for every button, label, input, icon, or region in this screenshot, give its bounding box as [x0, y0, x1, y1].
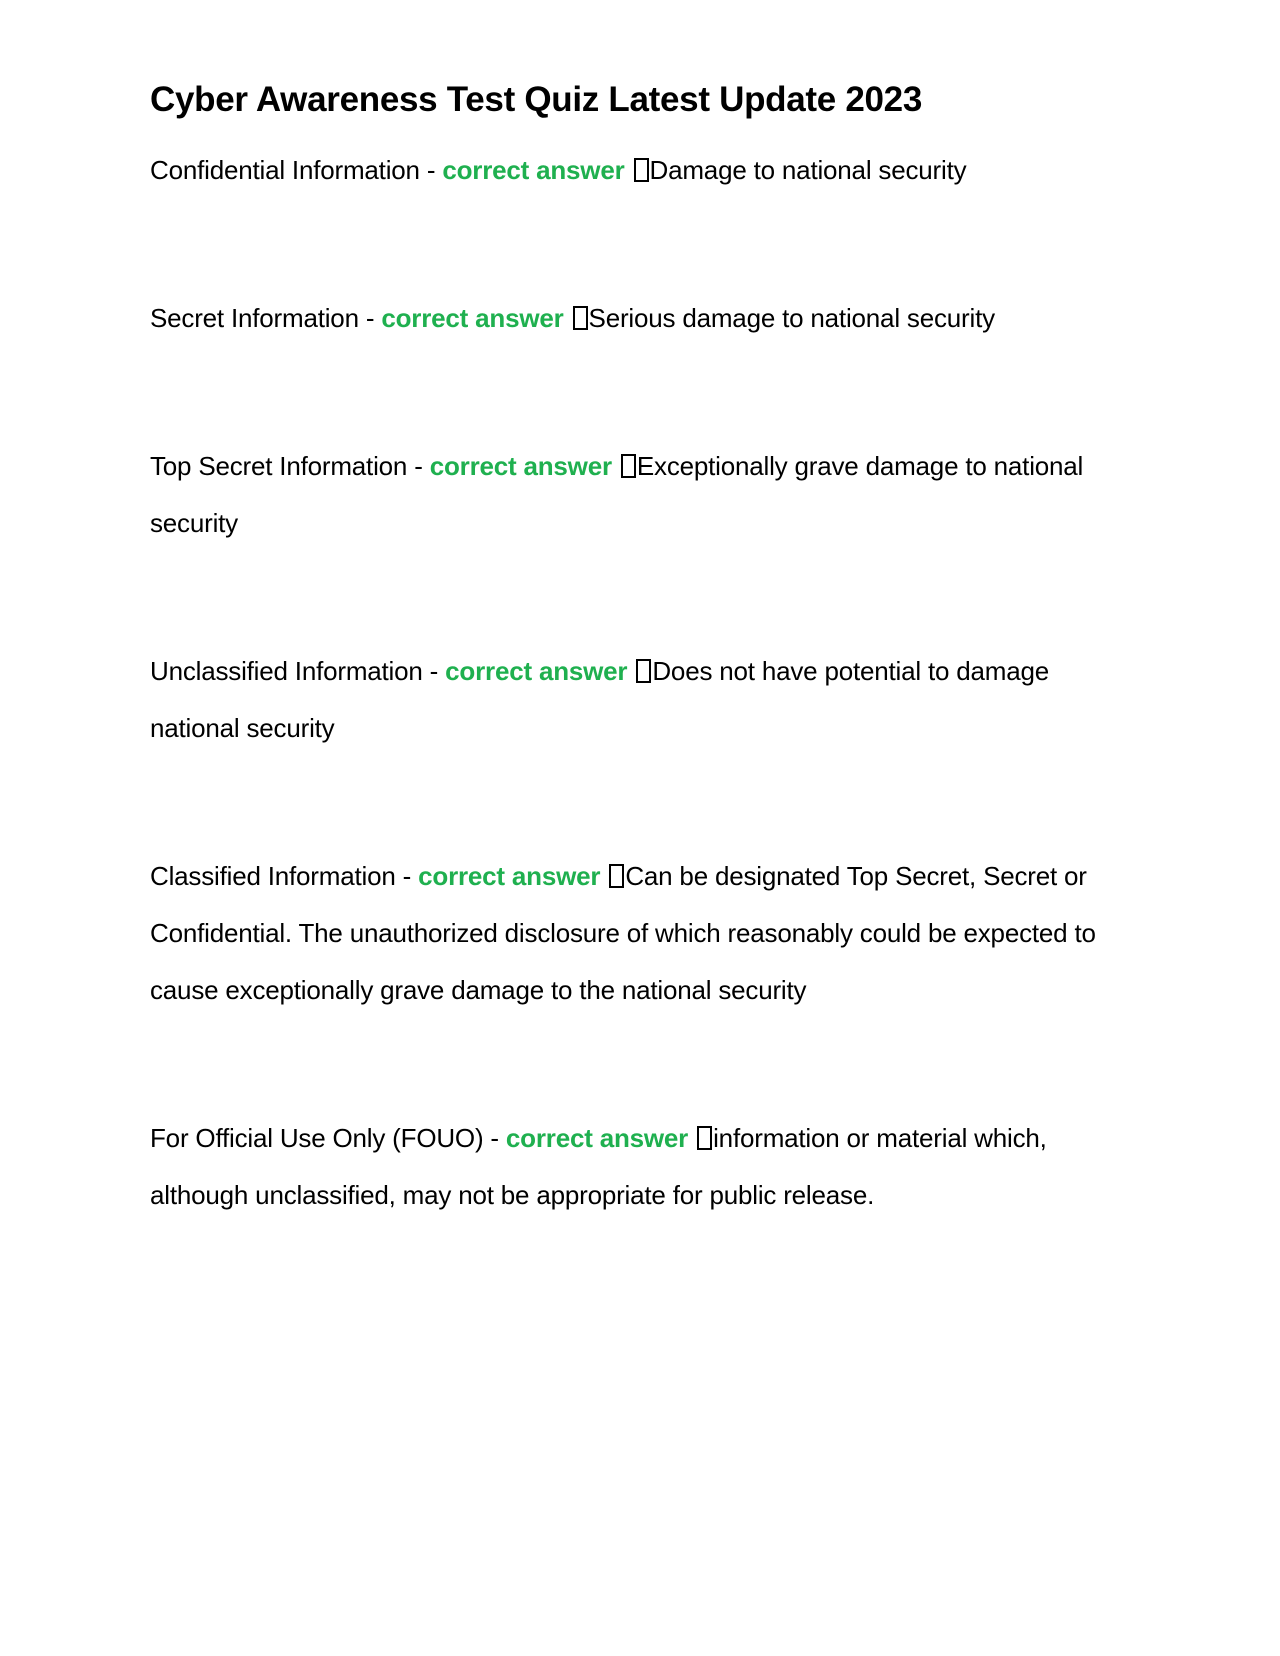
qa-term: Unclassified Information: [150, 656, 423, 686]
empty-box-glyph-icon: [609, 864, 624, 888]
qa-term: Secret Information: [150, 303, 359, 333]
qa-term: Classified Information: [150, 861, 396, 891]
qa-separator: -: [483, 1123, 506, 1153]
qa-item: [150, 438, 1100, 552]
qa-separator: -: [419, 155, 443, 185]
correct-answer-label: correct answer: [442, 155, 625, 185]
qa-separator: -: [407, 451, 430, 481]
correct-answer-label: correct answer: [381, 303, 564, 333]
qa-item: [150, 848, 1100, 1019]
correct-answer-label: correct answer: [505, 1123, 689, 1153]
empty-box-glyph-icon: [636, 659, 651, 683]
empty-box-glyph-icon: [634, 158, 649, 182]
qa-term: Confidential Information: [150, 155, 420, 185]
qa-separator: -: [395, 861, 419, 891]
empty-box-glyph-icon: [573, 306, 588, 330]
qa-item: [150, 142, 1100, 199]
qa-term: Top Secret Information: [150, 451, 408, 481]
document-body: [150, 78, 1100, 1224]
qa-item: [150, 643, 1100, 757]
empty-box-glyph-icon: [697, 1126, 712, 1150]
document-title: Cyber Awareness Test Quiz Latest Update 2023: [150, 80, 923, 119]
qa-answer: information or material which, although unclassified, may not be appropriate for public release.: [150, 1123, 1047, 1210]
qa-answer: Damage to national security: [649, 155, 967, 185]
correct-answer-label: correct answer: [418, 861, 601, 891]
qa-item: [150, 1110, 1100, 1224]
correct-answer-label: correct answer: [445, 656, 628, 686]
correct-answer-label: correct answer: [429, 451, 612, 481]
qa-separator: -: [358, 303, 382, 333]
qa-item: [150, 290, 1100, 347]
qa-answer: Can be designated Top Secret, Secret or Confidential. The unauthorized disclosure of which reasonably could be expected to cause exceptionally grave damage to the national security: [150, 861, 1096, 1005]
qa-answer: Serious damage to national security: [588, 303, 995, 333]
qa-answer: Does not have potential to damage national security: [150, 656, 1050, 743]
qa-term: For Official Use Only (FOUO): [150, 1123, 484, 1153]
empty-box-glyph-icon: [621, 454, 636, 478]
qa-answer: Exceptionally grave damage to national security: [150, 451, 1084, 538]
qa-separator: -: [422, 656, 446, 686]
